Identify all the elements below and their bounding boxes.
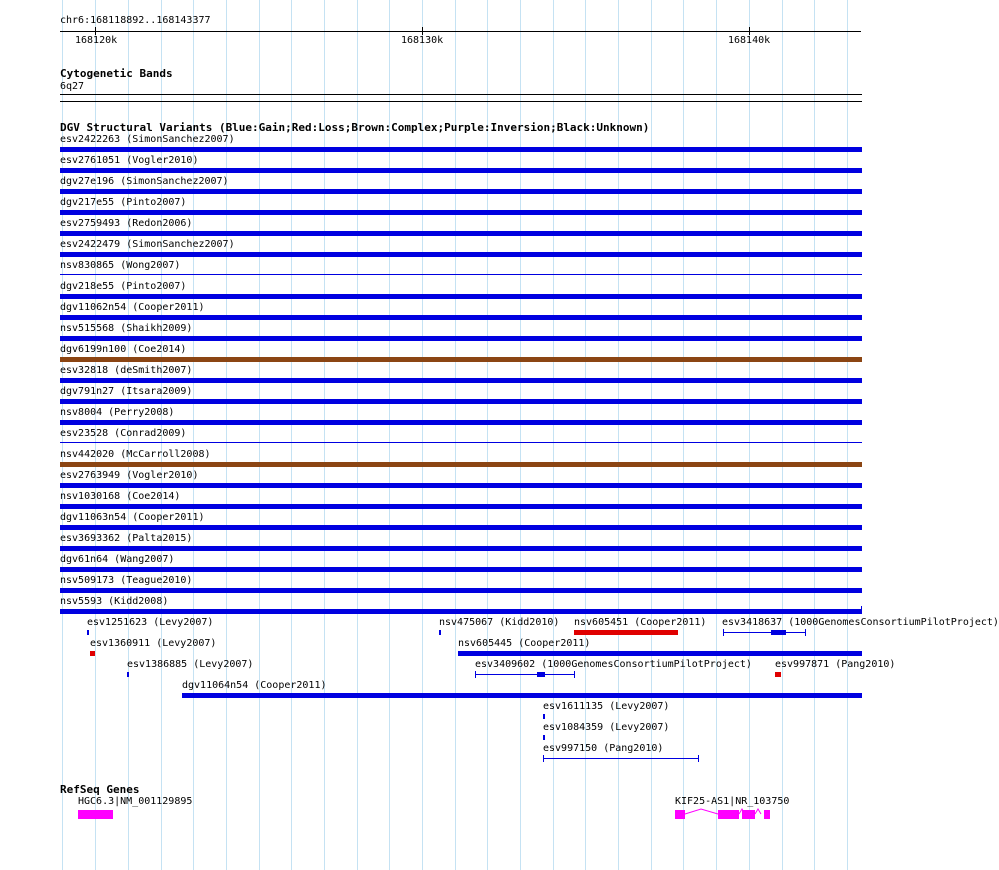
feature-block (537, 672, 545, 677)
ruler-tick (422, 27, 423, 35)
dgv-row-label[interactable]: dgv791n27 (Itsara2009) (60, 386, 193, 397)
dgv-row-bar[interactable] (60, 252, 862, 257)
dgv-row-bar[interactable] (60, 147, 862, 152)
cytoband-line (60, 94, 862, 95)
dgv-row-label[interactable]: nsv509173 (Teague2010) (60, 575, 193, 586)
ruler-tick (95, 27, 96, 35)
dgv-row-label[interactable]: dgv6199n100 (Coe2014) (60, 344, 187, 355)
feature-glyph[interactable] (90, 651, 95, 656)
dgv-row-bar[interactable] (60, 588, 862, 593)
dgv-row-label[interactable]: dgv218e55 (Pinto2007) (60, 281, 187, 292)
dgv-row-bar[interactable] (60, 483, 862, 488)
dgv-row-label[interactable]: dgv11062n54 (Cooper2011) (60, 302, 205, 313)
dgv-row-bar[interactable] (60, 378, 862, 383)
feature-glyph[interactable] (574, 630, 678, 635)
dgv-row-label[interactable]: esv32818 (deSmith2007) (60, 365, 193, 376)
feature-label[interactable]: nsv475067 (Kidd2010) (439, 617, 560, 628)
dgv-row-bar[interactable] (60, 546, 862, 551)
dgv-row-label[interactable]: dgv61n64 (Wang2007) (60, 554, 175, 565)
dgv-row-label[interactable]: nsv515568 (Shaikh2009) (60, 323, 193, 334)
dgv-row-bar[interactable] (60, 567, 862, 572)
feature-glyph-end (805, 629, 806, 636)
dgv-row-bar[interactable] (60, 210, 862, 215)
cytoband-line (60, 101, 862, 102)
feature-block (771, 630, 786, 635)
dgv-track-title: DGV Structural Variants (Blue:Gain;Red:Loss;Brown:Complex;Purple:Inversion;Black:Unknown) (60, 121, 650, 134)
dgv-row-bar[interactable] (60, 336, 862, 341)
gene-exon (742, 810, 755, 819)
gene-label[interactable]: HGC6.3|NM_001129895 (78, 796, 193, 807)
grid-line (814, 0, 815, 870)
dgv-row-label[interactable]: dgv27e196 (SimonSanchez2007) (60, 176, 229, 187)
feature-glyph[interactable] (543, 758, 699, 759)
dgv-row-label[interactable]: dgv217e55 (Pinto2007) (60, 197, 187, 208)
grid-line (782, 0, 783, 870)
dgv-row-end-tick (861, 606, 862, 612)
dgv-row-label[interactable]: esv23528 (Conrad2009) (60, 428, 187, 439)
gene-exon (764, 810, 770, 819)
feature-glyph-end (475, 671, 476, 678)
feature-glyph[interactable] (543, 714, 545, 719)
ruler-label: 168140k (728, 35, 771, 46)
feature-glyph[interactable] (543, 735, 545, 740)
dgv-row-bar[interactable] (60, 168, 862, 173)
feature-glyph[interactable] (127, 672, 129, 677)
gene-exon (675, 810, 685, 819)
gene-label[interactable]: KIF25-AS1|NR_103750 (675, 796, 790, 807)
dgv-row-bar[interactable] (60, 294, 862, 299)
dgv-row-bar[interactable] (60, 399, 862, 404)
feature-glyph-end (698, 755, 699, 762)
feature-glyph-end (723, 629, 724, 636)
dgv-row-bar[interactable] (60, 231, 862, 236)
feature-label[interactable]: esv1251623 (Levy2007) (87, 617, 214, 628)
dgv-row-bar[interactable] (60, 525, 862, 530)
feature-glyph-end (574, 671, 575, 678)
feature-label[interactable]: esv1360911 (Levy2007) (90, 638, 217, 649)
dgv-row-label[interactable]: esv3693362 (Palta2015) (60, 533, 193, 544)
dgv-row-label[interactable]: esv2759493 (Redon2006) (60, 218, 193, 229)
dgv-row-bar[interactable] (60, 442, 862, 443)
feature-label[interactable]: esv997871 (Pang2010) (775, 659, 896, 670)
feature-label[interactable]: esv997150 (Pang2010) (543, 743, 664, 754)
dgv-row-label[interactable]: esv2761051 (Vogler2010) (60, 155, 199, 166)
feature-glyph[interactable] (439, 630, 441, 635)
ruler-axis (60, 31, 861, 32)
feature-glyph[interactable] (458, 651, 862, 656)
feature-label[interactable]: esv1611135 (Levy2007) (543, 701, 670, 712)
cytoband-track-title: Cytogenetic Bands (60, 67, 173, 80)
feature-glyph[interactable] (475, 674, 575, 675)
dgv-row-label[interactable]: esv2422479 (SimonSanchez2007) (60, 239, 235, 250)
grid-line (716, 0, 717, 870)
ruler-label: 168120k (75, 35, 118, 46)
dgv-row-label[interactable]: nsv1030168 (Coe2014) (60, 491, 181, 502)
dgv-row-bar[interactable] (60, 274, 862, 275)
feature-label[interactable]: nsv605445 (Cooper2011) (458, 638, 591, 649)
dgv-row-bar[interactable] (60, 420, 862, 425)
feature-label[interactable]: esv1084359 (Levy2007) (543, 722, 670, 733)
feature-label[interactable]: esv3409602 (1000GenomesConsortiumPilotProject) (475, 659, 752, 670)
grid-line (847, 0, 848, 870)
grid-line (651, 0, 652, 870)
ruler-label: 168130k (401, 35, 444, 46)
refseq-track-title: RefSeq Genes (60, 783, 140, 796)
feature-label[interactable]: nsv605451 (Cooper2011) (574, 617, 707, 628)
ruler-tick (749, 27, 750, 35)
dgv-row-bar[interactable] (60, 357, 862, 362)
dgv-row-label[interactable]: nsv442020 (McCarroll2008) (60, 449, 211, 460)
dgv-row-bar[interactable] (60, 504, 862, 509)
dgv-row-bar[interactable] (60, 462, 862, 467)
dgv-row-label[interactable]: dgv11063n54 (Cooper2011) (60, 512, 205, 523)
feature-glyph[interactable] (723, 632, 806, 633)
grid-line (683, 0, 684, 870)
feature-glyph[interactable] (87, 630, 89, 635)
dgv-row-label[interactable]: esv2422263 (SimonSanchez2007) (60, 134, 235, 145)
cytoband-label: 6q27 (60, 81, 85, 92)
dgv-row-label[interactable]: nsv5593 (Kidd2008) (60, 596, 169, 607)
feature-label[interactable]: esv1386885 (Levy2007) (127, 659, 254, 670)
feature-glyph[interactable] (182, 693, 862, 698)
feature-label[interactable]: dgv11064n54 (Cooper2011) (182, 680, 327, 691)
feature-glyph[interactable] (775, 672, 781, 677)
feature-glyph-end (543, 755, 544, 762)
dgv-row-bar[interactable] (60, 609, 862, 614)
feature-label[interactable]: esv3418637 (1000GenomesConsortiumPilotProject) (722, 617, 999, 628)
dgv-row-label[interactable]: nsv8004 (Perry2008) (60, 407, 175, 418)
dgv-row-bar[interactable] (60, 189, 862, 194)
dgv-row-label[interactable]: nsv830865 (Wong2007) (60, 260, 181, 271)
gene-glyph[interactable] (78, 810, 113, 819)
dgv-row-label[interactable]: esv2763949 (Vogler2010) (60, 470, 199, 481)
location-label: chr6:168118892..168143377 (60, 15, 211, 26)
grid-line (749, 0, 750, 870)
dgv-row-bar[interactable] (60, 315, 862, 320)
gene-exon (718, 810, 739, 819)
